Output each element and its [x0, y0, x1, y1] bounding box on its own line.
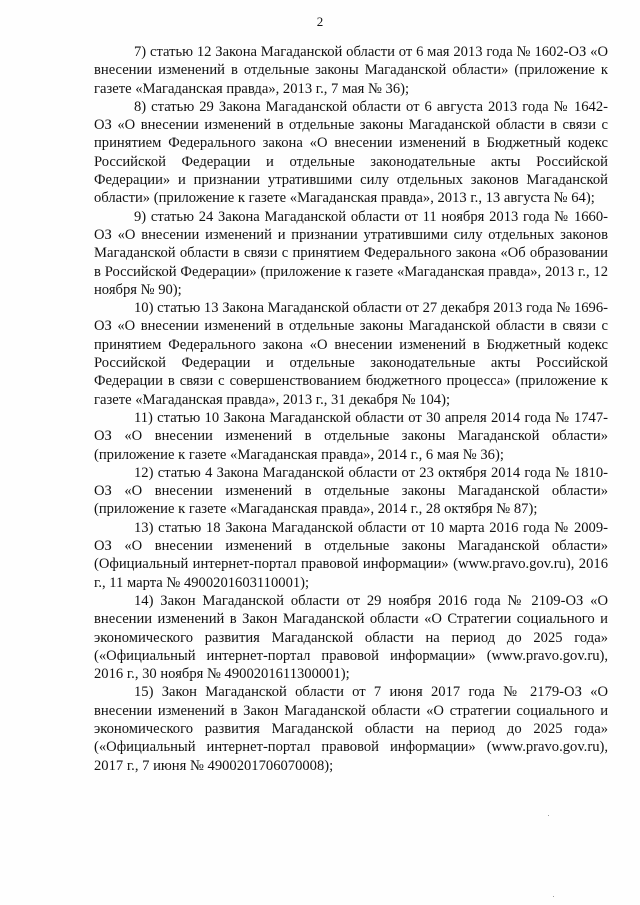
scan-speck	[553, 896, 554, 897]
list-item-10: 10) статью 13 Закона Магаданской области от 27 декабря 2013 года № 1696-ОЗ «О внесении изменений в отдельные законы Магаданской области в связи с принятием Федерального закона «О внесении изменений в Бюджетный кодекс Российской Федерации и отдельные законодательные акты Российской Федерации в связи с совершенствованием бюджетного процесса» (приложение к газете «Магаданская правда», 2013 г., 31 декабря № 104);	[94, 300, 608, 408]
list-item-14: 14) Закон Магаданской области от 29 ноября 2016 года № 2109-ОЗ «О внесении изменений в Закон Магаданской области «О Стратегии социального и экономического развития Магаданской области на период до 2025 года» («Официальный интернет-портал правовой информации» (www.pravo.gov.ru), 2016 г., 30 ноября № 4900201611300001);	[94, 592, 608, 683]
document-body	[94, 43, 608, 775]
list-item-12: 12) статью 4 Закона Магаданской области от 23 октября 2014 года № 1810-ОЗ «О внесении изменений в отдельные законы Магаданской области» (приложение к газете «Магаданская правда», 2014 г., 28 октября № 87);	[94, 464, 608, 518]
list-item-9: 9) статью 24 Закона Магаданской области от 11 ноября 2013 года № 1660-ОЗ «О внесении изменений и признании утратившими силу отдельных законов Магаданской области в связи с принятием Федерального закона «Об образовании в Российской Федерации» (приложение к газете «Магаданская правда», 2013 г., 12 ноября № 90);	[94, 208, 608, 298]
list-item-8: 8) статью 29 Закона Магаданской области от 6 августа 2013 года № 1642-ОЗ «О внесении изменений в отдельные законы Магаданской области в связи с принятием Федерального закона «О внесении изменений в Бюджетный кодекс Российской Федерации и отдельные законодательные акты Российской Федерации» и признании утратившими силу отдельных законов Магаданской области» (приложение к газете «Магаданская правда», 2013 г., 13 августа № 64);	[94, 98, 608, 207]
page-number: 2	[316, 14, 324, 29]
list-item-13: 13) статью 18 Закона Магаданской области от 10 марта 2016 года № 2009-ОЗ «О внесении изменений в отдельные законы Магаданской области» (Официальный интернет-портал правовой информации» (www.pravo.gov.ru), 2016 г., 11 марта № 4900201603110001);	[94, 519, 608, 591]
list-item-11: 11) статью 10 Закона Магаданской области от 30 апреля 2014 года № 1747-ОЗ «О внесении изменений в отдельные законы Магаданской области» (приложение к газете «Магаданская правда», 2014 г., 6 мая № 36);	[94, 409, 608, 463]
list-item-15: 15) Закон Магаданской области от 7 июня 2017 года № 2179-ОЗ «О внесении изменений в Закон Магаданской области «О стратегии социального и экономического развития Магаданской области на период до 2025 года» («Официальный интернет-портал правовой информации» (www.pravo.gov.ru), 2017 г., 7 июня № 4900201706070008);	[94, 684, 608, 774]
scan-speck	[548, 815, 549, 816]
list-item-7: 7) статью 12 Закона Магаданской области от 6 мая 2013 года № 1602-ОЗ «О внесении изменений в отдельные законы Магаданской области» (приложение к газете «Магаданская правда», 2013 г., 7 мая № 36);	[94, 44, 608, 97]
